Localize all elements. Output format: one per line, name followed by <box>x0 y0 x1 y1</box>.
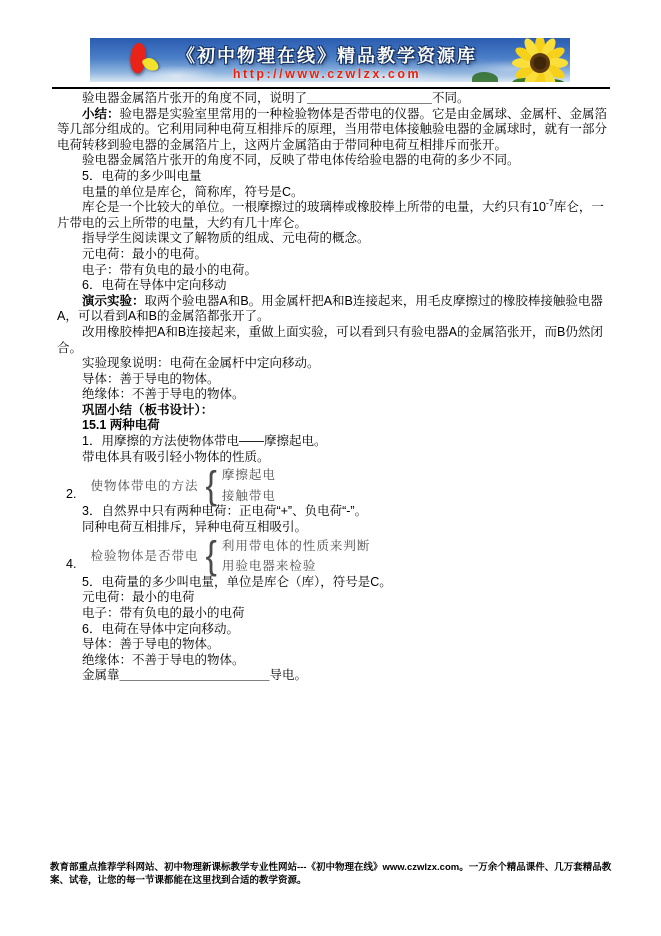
figure-item: 接触带电 <box>221 488 276 503</box>
doc-line <box>57 107 609 154</box>
header-divider <box>52 87 610 89</box>
figure-label: 使物体带电的方法 <box>90 478 199 493</box>
doc-line <box>57 247 609 263</box>
doc-line <box>57 637 609 653</box>
text-run: 演示实验： <box>82 293 145 308</box>
text-run: 3．自然界中只有两种电荷：正电荷“+”、负电荷“-”。 <box>82 504 368 519</box>
text-run: 验电器金属箔片张开的角度不同，反映了带电体传给验电器的电荷的多少不同。 <box>82 153 520 168</box>
doc-line <box>57 278 609 294</box>
doc-line <box>57 372 609 388</box>
sunflower-icon <box>500 38 570 82</box>
brace-icon: { <box>205 464 217 508</box>
plant-icon <box>472 72 498 82</box>
doc-line <box>57 590 609 606</box>
doc-line <box>57 185 609 201</box>
figure-item: 摩擦起电 <box>221 468 276 483</box>
text-run: 带电体具有吸引轻小物体的性质。 <box>82 449 270 464</box>
text-run: 取两个验电器A和B。用金属杆把A和B连接起来，用毛皮摩擦过的橡胶棒接触验电器A，可以看到A和B的金属箔都张开了。 <box>57 293 603 324</box>
figure-item: 利用带电体的性质来判断 <box>221 538 371 553</box>
text-run: 巩固小结（板书设计）： <box>82 402 214 417</box>
figure-items <box>222 539 371 575</box>
doc-line <box>57 575 609 591</box>
doc-line <box>57 504 609 520</box>
text-run: 改用橡胶棒把A和B连接起来，重做上面实验，可以看到只有验电器A的金属箔张开，而B仍然闭合。 <box>57 324 603 355</box>
text-run: 同种电荷互相排斥，异种电荷互相吸引。 <box>82 520 308 535</box>
doc-line <box>57 91 609 107</box>
brace-icon: { <box>205 534 217 579</box>
text-run: 6．电荷在导体中定向移动 <box>82 278 227 293</box>
text-run: 6．电荷在导体中定向移动。 <box>82 621 239 636</box>
doc-line <box>57 294 609 325</box>
figure-items <box>222 468 276 504</box>
text-run: 验电器是实验室里常用的一种检验物体是否带电的仪器。它是由金属球、金属杆、金属箔等几部分组成的。它利用同种电荷互相排斥的原理，当用带电体接触验电器的金属球时，就有一部分电荷转移到验电器的金属箔片上，这两片金属箔由于带同种电荷互相排斥而张开。 <box>57 106 608 152</box>
figure-body <box>90 464 276 508</box>
banner-title: 《初中物理在线》精品教学资源库 <box>177 46 477 66</box>
flame-logo-icon <box>120 41 164 79</box>
figure-item: 用验电器来检验 <box>221 559 317 574</box>
text-run: 元电荷：最小的电荷。 <box>82 246 208 261</box>
doc-line <box>57 325 609 356</box>
doc-line <box>57 622 609 638</box>
site-banner <box>90 38 570 82</box>
text-run: 电子：带有负电的最小的电荷。 <box>82 262 258 277</box>
doc-line <box>57 231 609 247</box>
doc-line <box>57 387 609 403</box>
text-run: 15.1 两种电荷 <box>82 418 160 433</box>
footer-promo-text: 教育部重点推荐学科网站、初中物理新课标教学专业性网站---《初中物理在线》www.czwlzx.com。一万余个精品课件、几万套精品教案、试卷，让您的每一节课都能在这里找到合适的教学资源。 <box>50 862 612 886</box>
figure-number: 4. <box>66 557 77 572</box>
banner-text <box>162 42 492 81</box>
figure-label: 检验物体是否带电 <box>90 548 199 563</box>
brace-figure <box>57 534 609 579</box>
text-run: 电量的单位是库仑，简称库，符号是C。 <box>82 184 304 199</box>
figure-number: 2. <box>66 486 77 501</box>
text-run: 库仑，一片带电的云上所带的电量，大约有几十库仑。 <box>57 200 604 230</box>
doc-line <box>57 263 609 279</box>
doc-line <box>57 653 609 669</box>
text-run: 绝缘体：不善于导电的物体。 <box>82 652 245 667</box>
brace-figure <box>57 464 609 508</box>
text-run: 验电器金属箔片张开的角度不同，说明了＿＿＿＿＿＿＿＿＿＿不同。 <box>82 91 470 105</box>
text-run: 电子：带有负电的最小的电荷 <box>82 606 245 620</box>
text-run: 5．电荷量的多少叫电量，单位是库仑（库），符号是C。 <box>82 574 392 589</box>
doc-line <box>57 520 609 536</box>
doc-line <box>57 356 609 372</box>
doc-line <box>57 668 609 684</box>
doc-line <box>57 200 609 231</box>
text-run: 实验现象说明：电荷在金属杆中定向移动。 <box>82 356 320 371</box>
text-run: 5．电荷的多少叫电量 <box>82 168 202 183</box>
text-run: 元电荷：最小的电荷 <box>82 590 195 605</box>
doc-line <box>57 169 609 185</box>
figure-body <box>90 534 371 579</box>
text-run: 金属靠＿＿＿＿＿＿＿＿＿＿＿＿导电。 <box>82 668 308 683</box>
banner-url: http://www.czwlzx.com <box>232 67 422 81</box>
doc-line <box>57 450 609 466</box>
document-body <box>57 91 609 684</box>
text-run: -7 <box>545 198 554 208</box>
text-run: 绝缘体：不善于导电的物体。 <box>82 387 245 402</box>
text-run: 小结： <box>82 106 120 121</box>
doc-line <box>57 606 609 622</box>
text-run: 导体：善于导电的物体。 <box>82 637 220 652</box>
doc-line <box>57 153 609 169</box>
text-run: 1．用摩擦的方法使物体带电——摩擦起电。 <box>82 434 327 449</box>
doc-line <box>57 403 609 419</box>
text-run: 指导学生阅读课文了解物质的组成、元电荷的概念。 <box>82 231 370 246</box>
doc-line <box>57 434 609 450</box>
text-run: 导体：善于导电的物体。 <box>82 371 220 386</box>
text-run: 库仑是一个比较大的单位。一根摩擦过的玻璃棒或橡胶棒上所带的电量，大约只有10 <box>82 200 546 215</box>
doc-line <box>57 418 609 434</box>
